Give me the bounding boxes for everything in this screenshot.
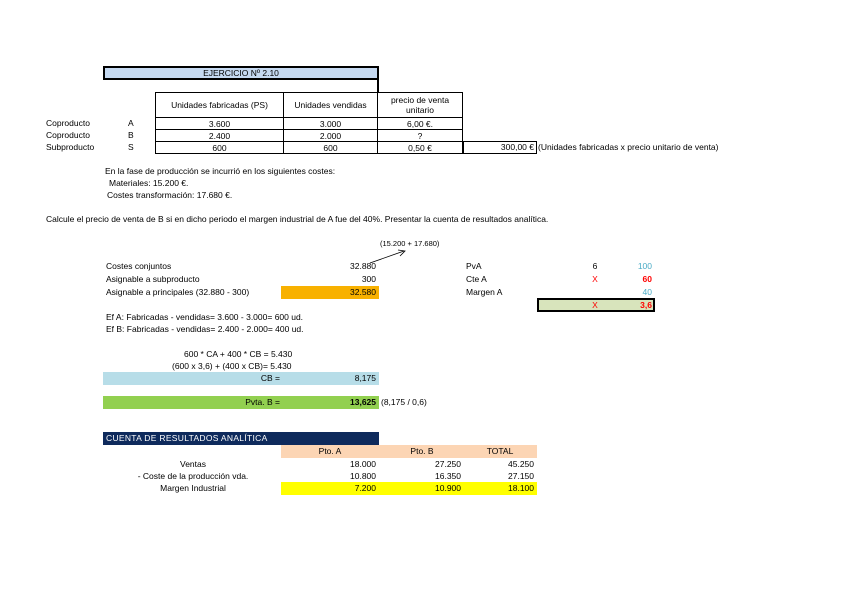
margin-label-margen: Margen A (466, 287, 503, 297)
ef-a-line: Ef A: Fabricadas - vendidas= 3.600 - 3.000= 600 ud. (106, 312, 304, 322)
margin-v2-margen: 40 (642, 287, 652, 297)
costs-label-principales: Asignable a principales (32.880 - 300) (106, 287, 250, 297)
intro-line-2: Materiales: 15.200 €. (109, 178, 189, 188)
margin-result-value: 3,6 (640, 300, 652, 310)
margin-label-pva: PvA (466, 261, 482, 271)
margin-v2-cte: 60 (642, 274, 652, 284)
costs-note: (15.200 + 17.680) (380, 239, 440, 248)
cuenta-header-pto-a: Pto. A (318, 446, 342, 456)
subproduct-note: (Unidades fabricadas x precio unitario de venta) (538, 142, 719, 152)
costs-value-principales: 32.580 (350, 287, 376, 297)
pvtab-note: (8,175 / 0,6) (381, 397, 427, 407)
pvtab-value: 13,625 (350, 397, 376, 407)
cuenta-header-total: TOTAL (486, 446, 514, 456)
cb-label: CB = (260, 373, 280, 383)
intro-line-1: En la fase de producción se incurrió en los siguientes costes: (105, 166, 336, 176)
header-precio-venta: precio de venta unitario (377, 92, 463, 118)
margin-result-x: X (592, 300, 598, 310)
costs-value-subproducto: 300 (361, 274, 376, 284)
ef-b-line: Ef B: Fabricadas - vendidas= 2.400 - 2.000= 400 ud. (106, 324, 304, 334)
costs-value-conjuntos: 32.880 (350, 261, 376, 271)
costs-label-conjuntos: Costes conjuntos (106, 261, 172, 271)
equation-line-2: (600 x 3,6) + (400 x CB)= 5.430 (172, 361, 292, 371)
margin-v1-pva: 6 (592, 261, 598, 271)
pvtab-label: Pvta. B = (245, 397, 280, 407)
cb-value: 8,175 (354, 373, 376, 383)
margin-v2-pva: 100 (637, 261, 652, 271)
subproduct-value: 300,00 € (500, 142, 534, 152)
equation-line-1: 600 * CA + 400 * CB = 5.430 (184, 349, 293, 359)
costs-label-subproducto: Asignable a subproducto (106, 274, 200, 284)
question-text: Calcule el precio de venta de B si en dicho periodo el margen industrial de A fue del 40%. Presentar la cuenta de resultados analítica. (46, 214, 549, 224)
header-unidades-fabricadas: Unidades fabricadas (PS) (155, 92, 284, 118)
title-left-rule (377, 80, 379, 92)
cuenta-title: CUENTA DE RESULTADOS ANALÍTICA (106, 433, 268, 443)
margin-label-cte: Cte A (466, 274, 487, 284)
exercise-title: EJERCICIO Nº 2.10 (203, 68, 279, 78)
intro-line-3: Costes transformación: 17.680 €. (107, 190, 233, 200)
header-unidades-vendidas: Unidades vendidas (283, 92, 378, 118)
margin-v1-cte: X (592, 274, 598, 284)
cuenta-header-pto-b: Pto. B (410, 446, 434, 456)
